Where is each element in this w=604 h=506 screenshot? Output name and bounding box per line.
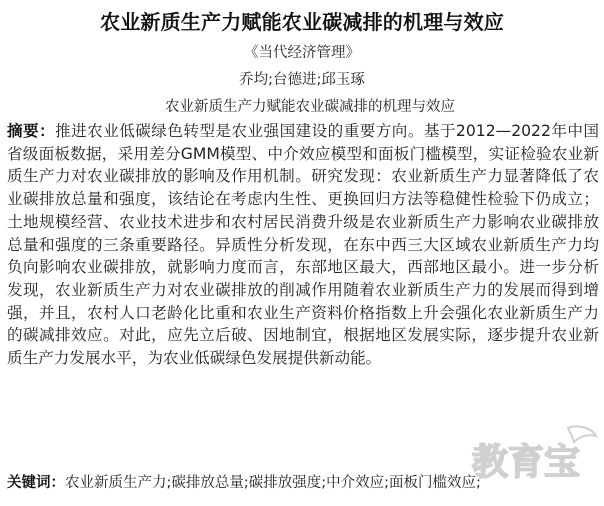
abstract-paragraph: [7, 120, 599, 370]
keywords-line: [7, 471, 599, 492]
keywords-text: 农业新质生产力;碳排放总量;碳排放强度;中介效应;面板门槛效应;: [65, 475, 481, 491]
journal-name: 《当代经济管理》: [244, 45, 360, 61]
article-subtitle: 农业新质生产力赋能农业碳减排的机理与效应: [165, 99, 455, 115]
article-title: 农业新质生产力赋能农业碳减排的机理与效应: [100, 10, 504, 34]
keywords-label: 关键词：: [7, 475, 65, 491]
abstract-label: 摘要：: [7, 122, 56, 140]
watermark-bird-icon: [568, 426, 596, 442]
author-list: 乔均;台德进;邱玉琢: [239, 72, 365, 88]
abstract-text: 推进农业低碳绿色转型是农业强国建设的重要方向。基于2012—2022年中国省级面板数据，采用差分GMM模型、中介效应模型和面板门槛模型，实证检验农业新质生产力对农业碳排放的影响及作用机制。研究发现：农业新质生产力显著降低了农业碳排放总量和强度，该结论在考虑内生性、更换回归方法等稳健性检验下仍成立；土地规模经营、农业技术进步和农村居民消费升级是农业新质生产力影响农业碳排放总量和强度的三条重要路径。异质性分析发现，在东中西三大区域农业新质生产力均负向影响农业碳排放，就影响力度而言，东部地区最大，西部地区最小。进一步分析发现，农业新质生产力对农业碳排放的削减作用随着农业新质生产力的发展而得到增强，并且，农村人口老龄化比重和农业生产资料价格指数上升会强化农业新质生产力的碳减排效应。对此，应先立后破、因地制宜，根据地区发展实际，逐步提升农业新质生产力发展水平，为农业低碳绿色发展提供新动能。: [7, 122, 599, 368]
watermark-text: 教育宝: [472, 442, 581, 483]
